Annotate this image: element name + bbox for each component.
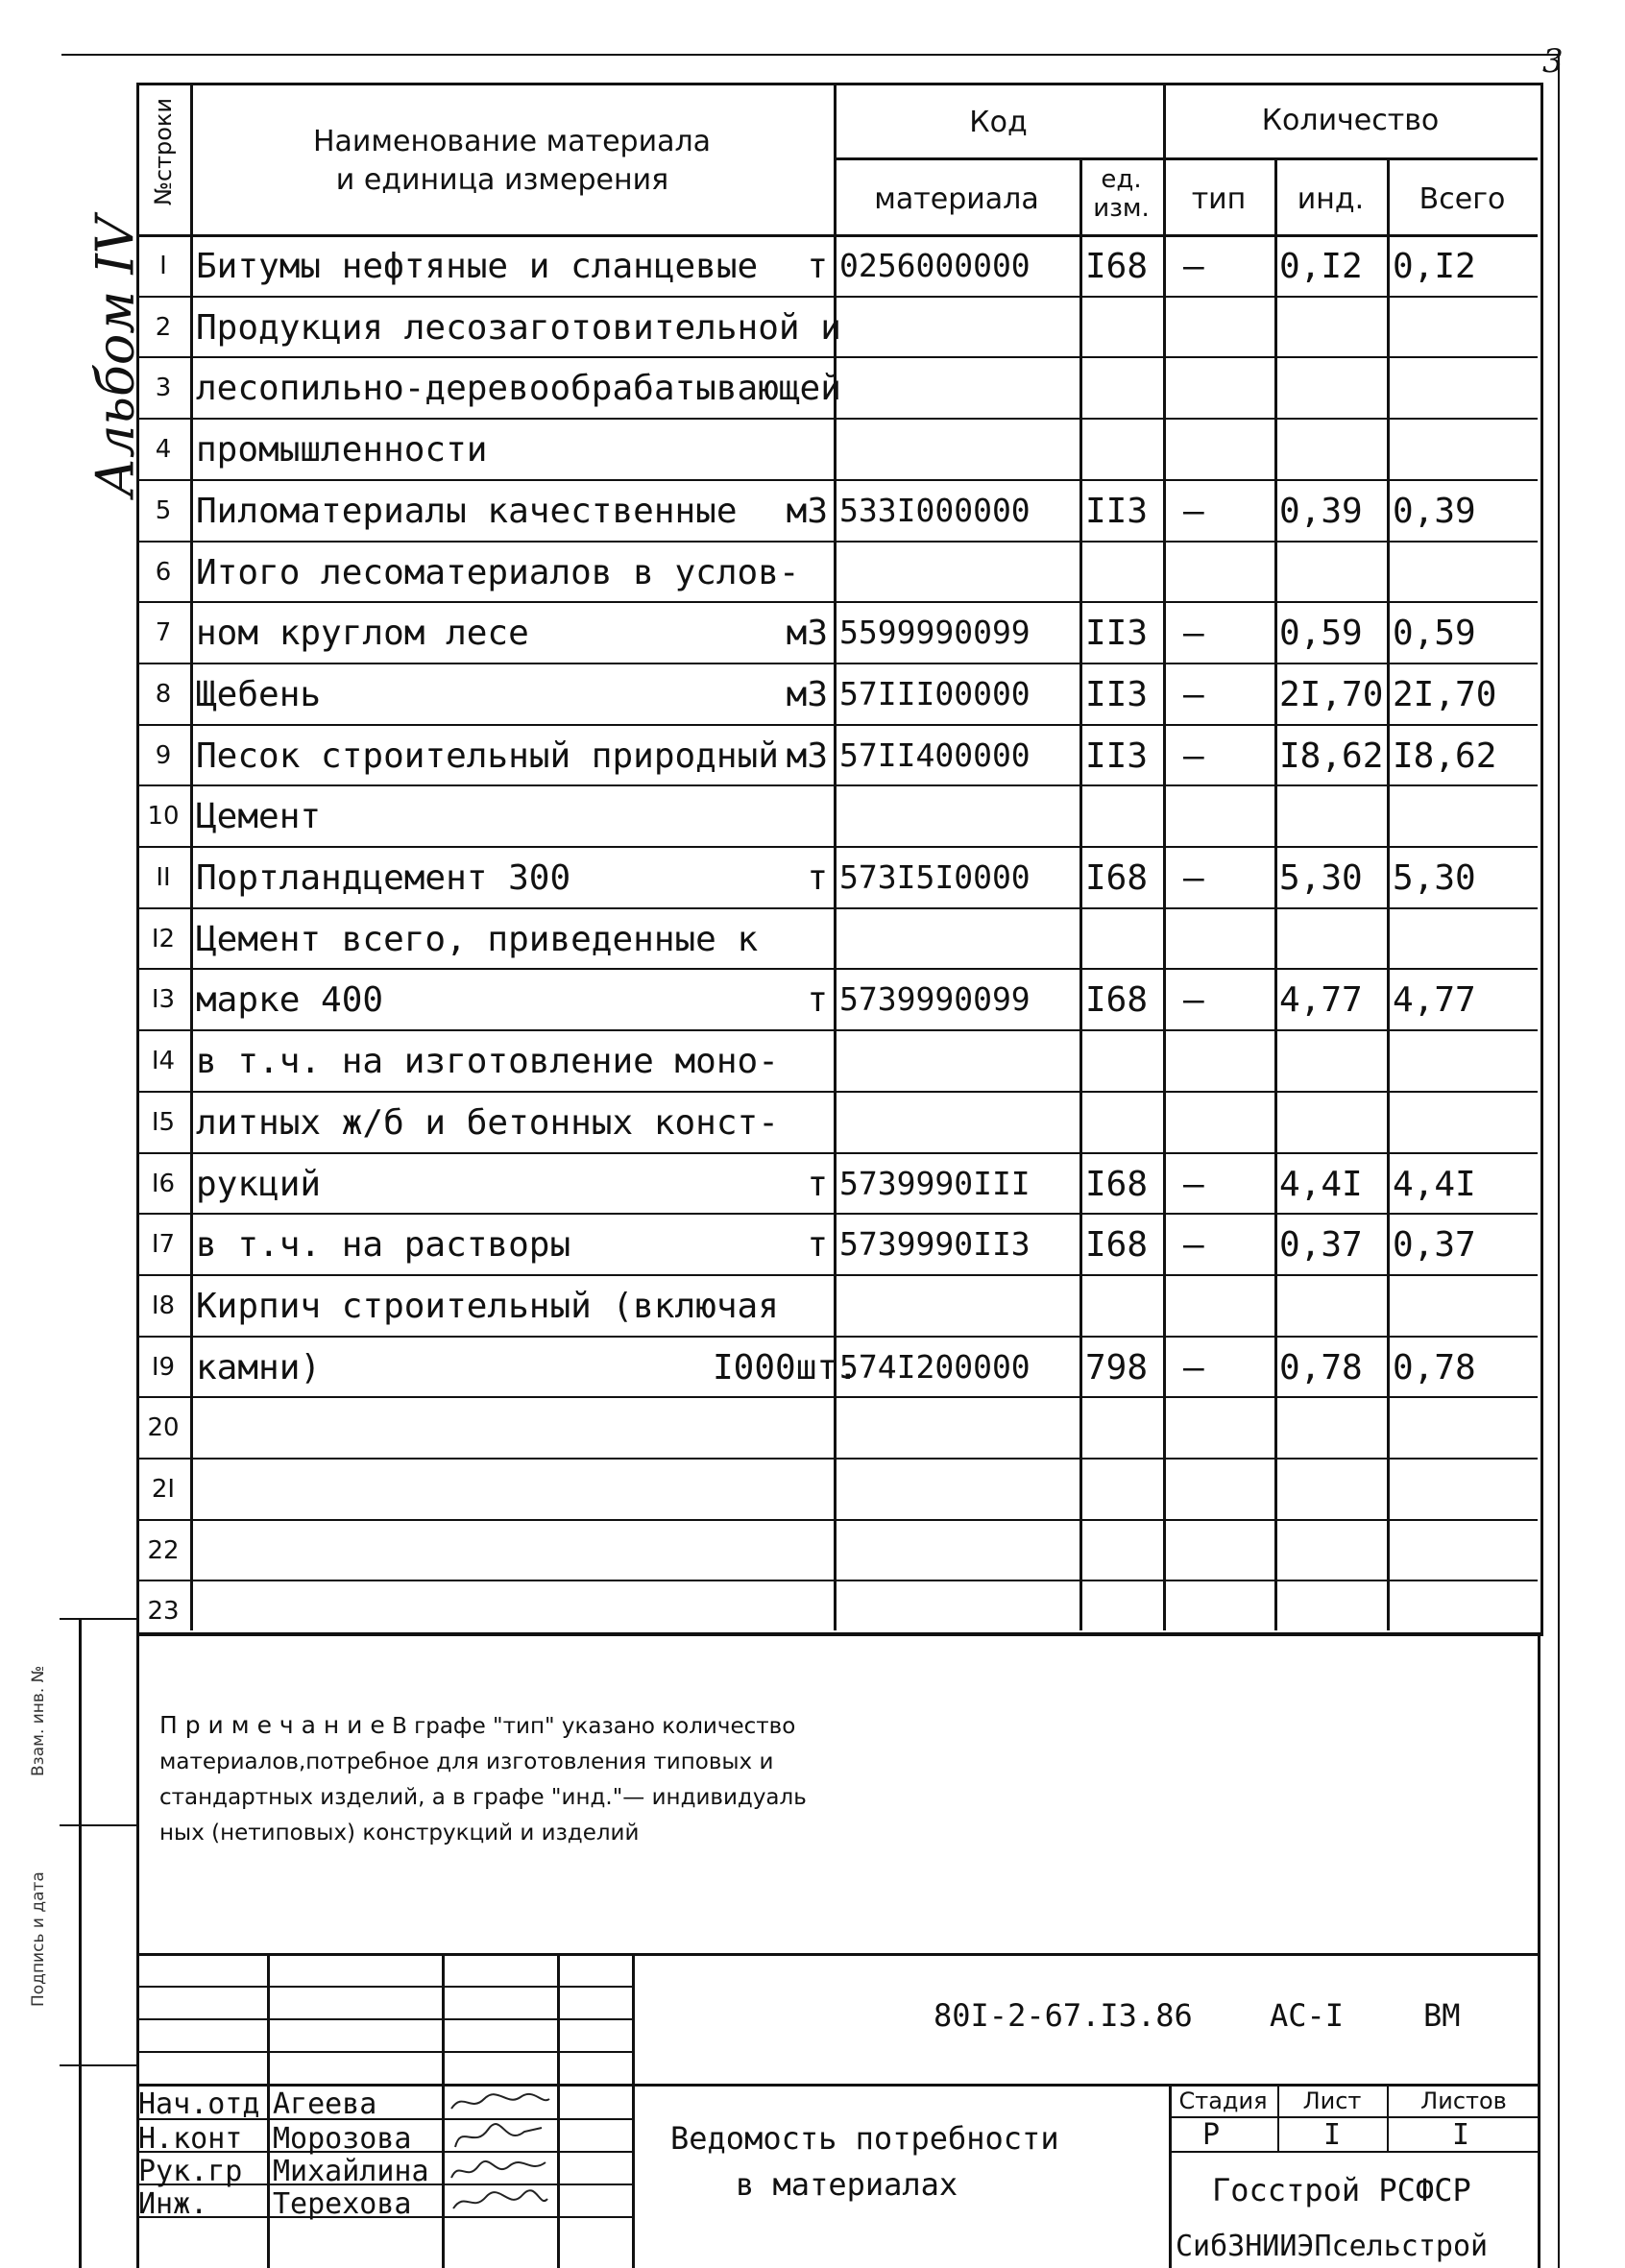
material-unit: м3 [786, 614, 828, 654]
qty-total: 0,78 [1393, 1347, 1476, 1387]
qty-ind: I8,62 [1279, 736, 1384, 776]
top-border [61, 54, 1560, 56]
qty-type: – [1183, 1164, 1204, 1204]
role-3: Рук.гр [138, 2155, 243, 2188]
qty-type: – [1183, 247, 1204, 286]
page-number: 3 [1542, 42, 1564, 81]
unit-code: II3 [1085, 674, 1149, 714]
row-number: 2 [155, 312, 172, 342]
note-line1: В графе "тип" указано количество [392, 1714, 796, 1739]
name-2: Морозова [273, 2122, 412, 2156]
role-2: Н.конт [138, 2122, 243, 2156]
row-number: 23 [147, 1597, 180, 1627]
qty-ind: 0,59 [1279, 614, 1363, 654]
material-code: 573I5I0000 [839, 858, 1031, 896]
unit-code: I68 [1085, 1164, 1149, 1204]
material-code: 574I200000 [839, 1347, 1031, 1386]
header-code: Код [969, 106, 1028, 139]
row-number: 6 [155, 557, 172, 587]
right-border [1558, 54, 1560, 2268]
unit-code: I68 [1085, 858, 1149, 898]
doc-title-line2: в материалах [736, 2166, 958, 2203]
role-4: Инж. [138, 2187, 208, 2221]
doc-title-line1: Ведомость потребности [670, 2120, 1059, 2157]
row-number: I9 [151, 1352, 176, 1382]
row-number: II [156, 863, 171, 892]
material-code: 5739990II3 [839, 1225, 1031, 1264]
qty-type: – [1183, 1347, 1204, 1387]
note-line3: стандартных изделий, а в графе "инд."— индивидуаль [159, 1785, 807, 1810]
material-name: литных ж/б и бетонных конст- [196, 1102, 779, 1143]
material-unit: т [807, 1164, 828, 1204]
material-code: 5599990099 [839, 614, 1031, 652]
qty-ind: 4,77 [1279, 980, 1363, 1021]
row-number: 7 [155, 618, 172, 648]
row-number: I [159, 252, 167, 280]
header-unit-line2: изм. [1093, 194, 1150, 223]
material-name: в т.ч. на изготовление моно- [196, 1042, 779, 1082]
signature-1 [446, 2086, 553, 2118]
qty-type: – [1183, 614, 1204, 654]
material-unit: м3 [786, 736, 828, 776]
row-number: 5 [155, 495, 172, 525]
note [159, 1707, 1024, 1851]
title-block [136, 1953, 1540, 2268]
header-name-line1: Наименование материала [312, 125, 712, 158]
material-name: лесопильно-деревообрабатывающей [196, 369, 841, 409]
header-qty-type: тип [1191, 182, 1247, 216]
signature-3 [446, 2153, 553, 2185]
qty-ind: 2I,70 [1279, 674, 1384, 714]
doc-code: 80I-2-67.I3.86 [934, 1997, 1193, 2034]
material-code: 57III00000 [839, 674, 1031, 712]
row-number: I2 [151, 924, 176, 953]
qty-type: – [1183, 980, 1204, 1021]
header-qty-total: Всего [1419, 182, 1506, 216]
row-number: 20 [147, 1413, 180, 1443]
unit-code: I68 [1085, 247, 1149, 286]
unit-code: II3 [1085, 614, 1149, 654]
role-1: Нач.отд [138, 2087, 260, 2121]
row-number: I7 [151, 1230, 176, 1260]
material-name: Пиломатериалы качественные [196, 491, 738, 531]
material-unit: м3 [786, 674, 828, 714]
org-line1: Госстрой РСФСР [1212, 2172, 1471, 2208]
material-name: марке 400 [196, 980, 384, 1021]
material-name: Цемент [196, 797, 322, 837]
doc-part: АС-I [1270, 1997, 1345, 2034]
material-name: камни) [196, 1347, 322, 1387]
material-unit: т [807, 1225, 828, 1266]
qty-ind: 0,78 [1279, 1347, 1363, 1387]
header-row-number: №строки [150, 97, 177, 206]
row-number: 3 [155, 374, 172, 403]
material-unit: т [807, 858, 828, 898]
margin-stamp-signature: Подпись и дата [29, 1871, 48, 2007]
unit-code: II3 [1085, 491, 1149, 531]
header-unit-line1: ед. [1101, 165, 1142, 194]
header-quantity: Количество [1261, 104, 1440, 137]
material-code: 5739990099 [839, 980, 1031, 1019]
org-line2: СибЗНИИЭПсельстрой [1176, 2230, 1489, 2263]
row-number: 9 [155, 740, 172, 770]
stage-value: Р [1202, 2118, 1221, 2152]
material-name: Песок строительный природный [196, 736, 779, 776]
sheets-label: Листов [1420, 2087, 1507, 2114]
margin-line [79, 1618, 82, 2268]
header-code-material: материала [874, 182, 1039, 216]
row-number: 2I [151, 1475, 176, 1504]
qty-ind: 0,I2 [1279, 247, 1363, 286]
name-3: Михайлина [273, 2155, 429, 2188]
signature-4 [446, 2185, 553, 2218]
material-name: Кирпич строительный (включая [196, 1286, 779, 1326]
qty-total: 0,39 [1393, 491, 1476, 531]
material-code: 533I000000 [839, 491, 1031, 529]
material-code: 0256000000 [839, 247, 1031, 284]
qty-total: 4,4I [1393, 1164, 1476, 1204]
material-name: Продукция лесозаготовительной и [196, 307, 841, 348]
header-qty-ind: инд. [1297, 182, 1365, 216]
material-name: Портландцемент 300 [196, 858, 571, 898]
material-name: промышленности [196, 430, 488, 470]
signature-2 [446, 2120, 553, 2153]
row-number: I6 [151, 1169, 176, 1198]
margin-stamp-inventory: Взам. инв. № [29, 1665, 48, 1776]
materials-table [136, 83, 1540, 1633]
row-number: I4 [151, 1047, 176, 1076]
note-title: П р и м е ч а н и е [159, 1711, 385, 1739]
qty-total: I8,62 [1393, 736, 1497, 776]
row-number: 10 [147, 802, 180, 832]
unit-code: I68 [1085, 980, 1149, 1021]
row-number: I8 [151, 1291, 176, 1320]
material-name: Цемент всего, приведенные к [196, 919, 759, 959]
qty-total: 4,77 [1393, 980, 1476, 1021]
material-code: 5739990III [839, 1164, 1031, 1202]
sheets-value: I [1452, 2118, 1470, 2152]
material-unit: м3 [786, 491, 828, 531]
qty-total: 2I,70 [1393, 674, 1497, 714]
qty-type: – [1183, 858, 1204, 898]
unit-code: I68 [1085, 1225, 1149, 1266]
material-name: Итого лесоматериалов в услов- [196, 552, 800, 592]
material-code: 57II400000 [839, 736, 1031, 774]
material-name: в т.ч. на растворы [196, 1225, 571, 1266]
sheet-label: Лист [1302, 2087, 1362, 2114]
row-number: 4 [155, 435, 172, 465]
qty-total: 5,30 [1393, 858, 1476, 898]
name-1: Агеева [273, 2087, 377, 2121]
material-name: Битумы нефтяные и сланцевые [196, 247, 759, 286]
qty-ind: 0,37 [1279, 1225, 1363, 1266]
unit-code: II3 [1085, 736, 1149, 776]
note-line4: ных (нетиповых) конструкций и изделий [159, 1821, 640, 1846]
qty-ind: 5,30 [1279, 858, 1363, 898]
sheet-value: I [1323, 2118, 1342, 2152]
qty-total: 0,I2 [1393, 247, 1476, 286]
material-name: рукций [196, 1164, 322, 1204]
qty-type: – [1183, 491, 1204, 531]
doc-type: ВМ [1423, 1997, 1461, 2034]
material-unit: I000шт. [713, 1347, 859, 1387]
name-4: Терехова [273, 2187, 412, 2221]
note-line2: материалов,потребное для изготовления типовых и [159, 1749, 774, 1774]
row-number: 22 [147, 1535, 180, 1565]
qty-ind: 0,39 [1279, 491, 1363, 531]
material-unit: т [807, 247, 828, 286]
album-label: Альбом IV [85, 216, 146, 497]
material-name: Щебень [196, 674, 322, 714]
unit-code: 798 [1085, 1347, 1149, 1387]
row-number: 8 [155, 679, 172, 709]
qty-total: 0,37 [1393, 1225, 1476, 1266]
row-number: I3 [151, 985, 176, 1015]
qty-type: – [1183, 674, 1204, 714]
material-name: ном круглом лесе [196, 614, 529, 654]
qty-ind: 4,4I [1279, 1164, 1363, 1204]
qty-type: – [1183, 1225, 1204, 1266]
stage-label: Стадия [1178, 2087, 1268, 2114]
row-number: I5 [151, 1107, 176, 1137]
qty-total: 0,59 [1393, 614, 1476, 654]
header-name-line2: и единица измерения [335, 163, 669, 197]
qty-type: – [1183, 736, 1204, 776]
material-unit: т [807, 980, 828, 1021]
